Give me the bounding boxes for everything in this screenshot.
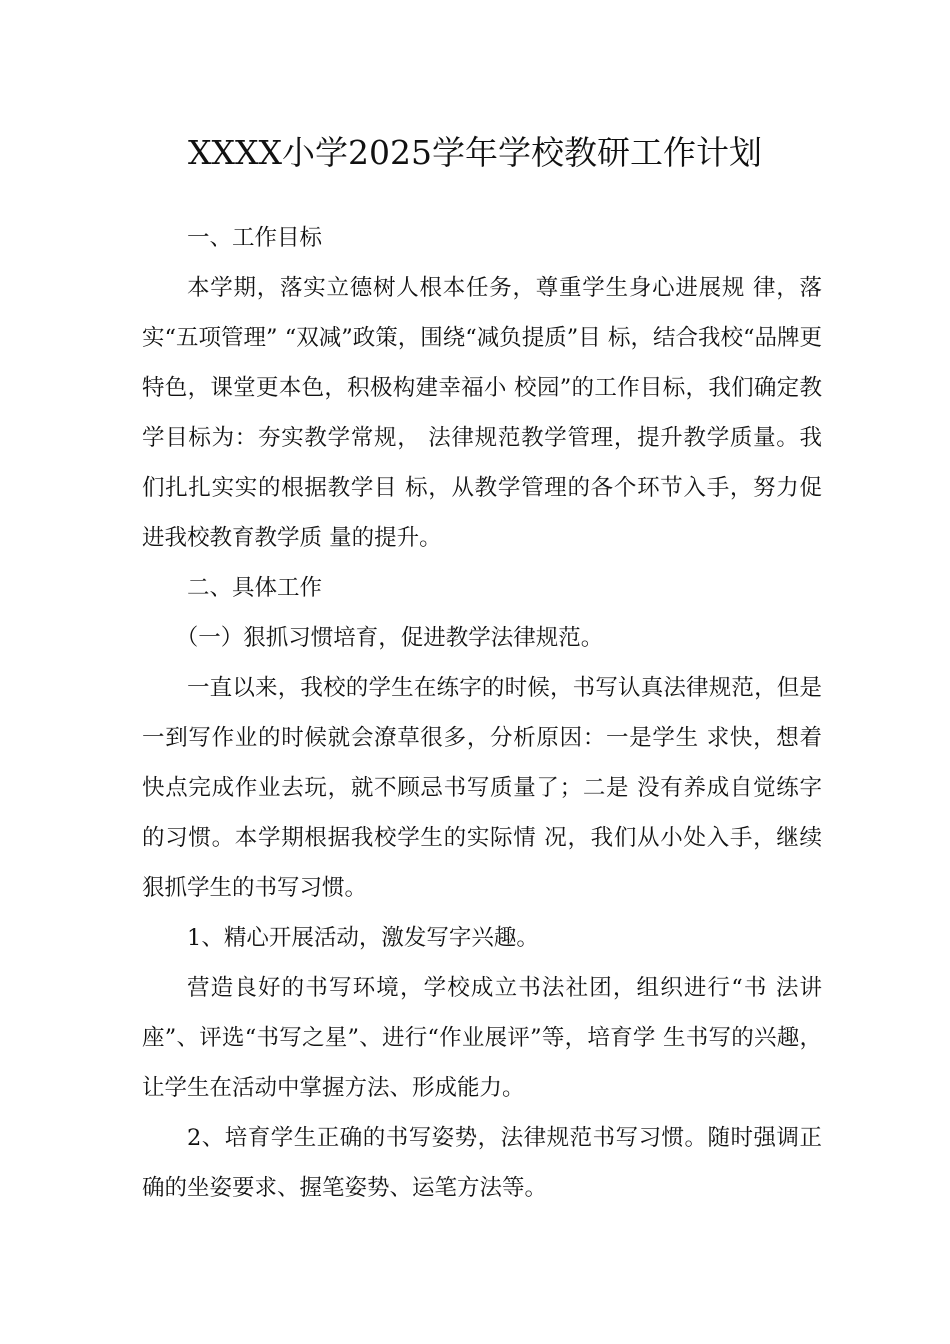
item-heading-activities: 1、精心开展活动，激发写字兴趣。 [187, 925, 539, 951]
subsection-heading-habits: （一）狠抓习惯培育，促进教学法律规范。 [175, 625, 604, 651]
paragraph-posture: 2、培育学生正确的书写姿势，法律规范书写习惯。随时强调正确的坐姿要求、握笔姿势、运笔方法等。 [142, 1125, 822, 1201]
document-title: XXXX小学2025学年学校教研工作计划 [188, 133, 762, 172]
section-heading-work: 二、具体工作 [187, 575, 323, 601]
document-body [142, 213, 822, 1213]
paragraph-habits: 一直以来，我校的学生在练字的时候，书写认真法律规范，但是一到写作业的时候就会潦草很多，分析原因：一是学生 求快，想着快点完成作业去玩，就不顾忌书写质量了；二是 没有养成自觉练字的习惯。本学期根据我校学生的实际情 况，我们从小处入手，继续狠抓学生的书写习惯。 [142, 675, 822, 901]
paragraph-goals: 本学期，落实立德树人根本任务，尊重学生身心进展规 律，落实“五项管理” “双减”政策，围绕“减负提质”目 标，结合我校“品牌更特色，课堂更本色，积极构建幸福小 校园”的工作目标，我们确定教学目标为：夯实教学常规， 法律规范教学管理，提升教学质量。我们扎扎实实的根据教学目 标，从教学管理的各个环节入手，努力促进我校教育教学质 量的提升。 [142, 275, 822, 551]
paragraph-activities: 营造良好的书写环境，学校成立书法社团，组织进行“书 法讲座”、评选“书写之星”、进行“作业展评”等，培育学 生书写的兴趣，让学生在活动中掌握方法、形成能力。 [142, 975, 822, 1101]
section-heading-goals: 一、工作目标 [187, 225, 323, 251]
